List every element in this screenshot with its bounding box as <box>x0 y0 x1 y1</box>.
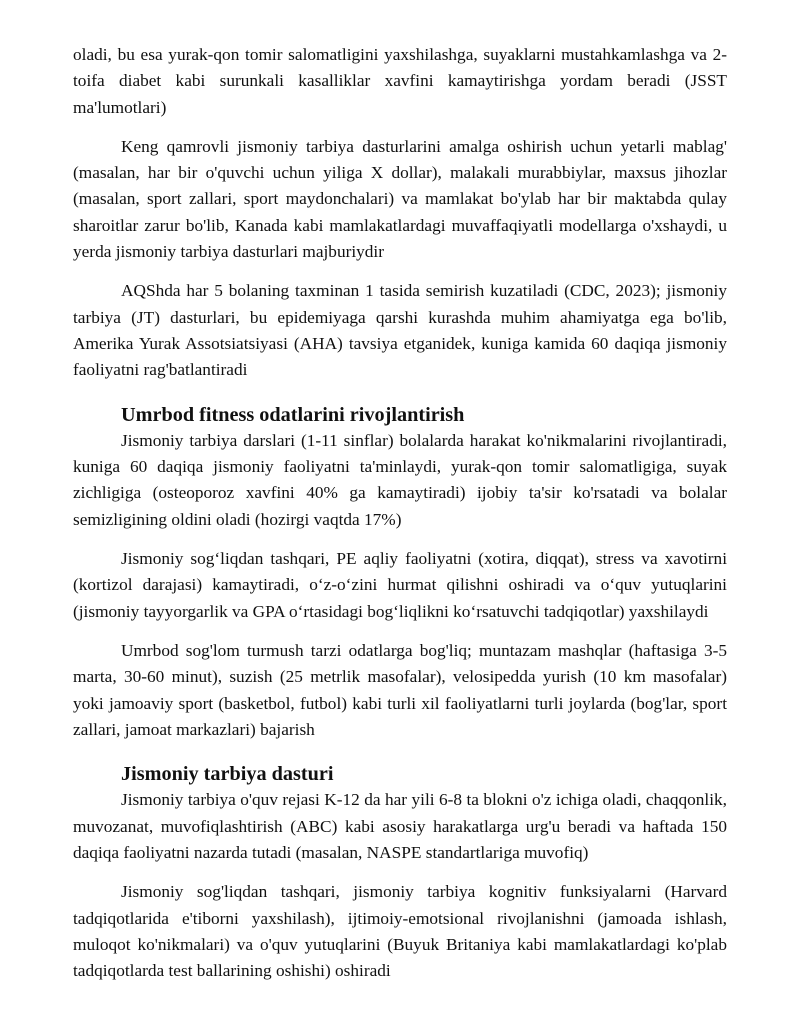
paragraph-continuation: oladi, bu esa yurak-qon tomir salomatligini yaxshilashga, suyaklarni mustahkamlashga va 2-toifa diabet kabi surunkali kasalliklar xavfini kamaytirishga yordam beradi (JSST ma'lumotlari) <box>73 45 727 117</box>
paragraph-obesity: AQShda har 5 bolaning taxminan 1 tasida semirish kuzatiladi (CDC, 2023); jismoniy tarbiya (JT) dasturlari, bu epidemiyaga qarshi kurashda muhim ahamiyatga ega bo'lib, Amerika Yurak Assotsiatsiyasi (AHA) tavsiya etganidek, kuniga kamida 60 daqiqa jismoniy faoliyatni rag'batlantiradi <box>73 281 727 380</box>
paragraph-pe-lessons: Jismoniy tarbiya darslari (1-11 sinflar) bolalarda harakat ko'nikmalarini rivojlantiradi, kuniga 60 daqiqa jismoniy faoliyatni ta'minlaydi, yurak-qon tomir salomatligiga, suyak zichligiga (osteoporoz xavfini 40% ga kamaytiradi) ijobiy ta'sir ko'rsatadi va bolalar semizligining oldini oladi (hozirgi vaqtda 17%) <box>73 430 727 529</box>
document-page <box>73 42 727 985</box>
paragraph-funding: Keng qamrovli jismoniy tarbiya dasturlarini amalga oshirish uchun yetarli mablag' (masalan, har bir o'quvchi uchun yiliga X dollar), malakali murabbiylar, maxsus jihozlar (masalan, sport zallari, sport maydonchalari) va mamlakat bo'ylab har bir maktabda qulay sharoitlar zarur bo'lib, Kanada kabi mamlakatlardagi muvaffaqiyatli modellarga o'xshaydi, u yerda jismoniy tarbiya dasturlari majburiydir <box>73 136 727 262</box>
paragraph-mental-benefits: Jismoniy sog‘liqdan tashqari, PE aqliy faoliyatni (xotira, diqqat), stress va xavotirni (kortizol darajasi) kamaytiradi, o‘z-o‘zini hurmat qilishni oshiradi va o‘quv yutuqlarini (jismoniy tayyorgarlik va GPA o‘rtasidagi bog‘liqlikni ko‘rsatuvchi tadqiqotlar) yaxshilaydi <box>73 549 727 621</box>
section-heading-pe-program: Jismoniy tarbiya dasturi <box>121 763 334 786</box>
paragraph-cognitive-benefits: Jismoniy sog'liqdan tashqari, jismoniy tarbiya kognitiv funksiyalarni (Harvard tadqiqotlarida e'tiborni yaxshilash), ijtimoiy-emotsional rivojlanishni (jamoada ishlash, muloqot ko'nikmalari) va o'quv yutuqlarini (Buyuk Britaniya kabi mamlakatlardagi ko'plab tadqiqotlarda test ballarining oshishi) oshiradi <box>73 882 727 981</box>
paragraph-curriculum: Jismoniy tarbiya o'quv rejasi K-12 da har yili 6-8 ta blokni o'z ichiga oladi, chaqqonlik, muvozanat, muvofiqlashtirish (ABC) kabi asosiy harakatlarga urg'u beradi va haftada 150 daqiqa faoliyatni nazarda tutadi (masalan, NASPE standartlariga muvofiq) <box>73 790 727 863</box>
section-heading-fitness-habits: Umrbod fitness odatlarini rivojlantirish <box>121 403 465 426</box>
paragraph-lifelong-habits: Umrbod sog'lom turmush tarzi odatlarga bog'liq; muntazam mashqlar (haftasiga 3-5 marta, 30-60 minut), suzish (25 metrlik masofalar), velosipedda yurish (10 km masofalar) yoki jamoaviy sport (basketbol, futbol) kabi turli xil faoliyatlarni turli joylarda (bog'lar, sport zallari, jamoat markazlari) bajarish <box>73 640 727 739</box>
